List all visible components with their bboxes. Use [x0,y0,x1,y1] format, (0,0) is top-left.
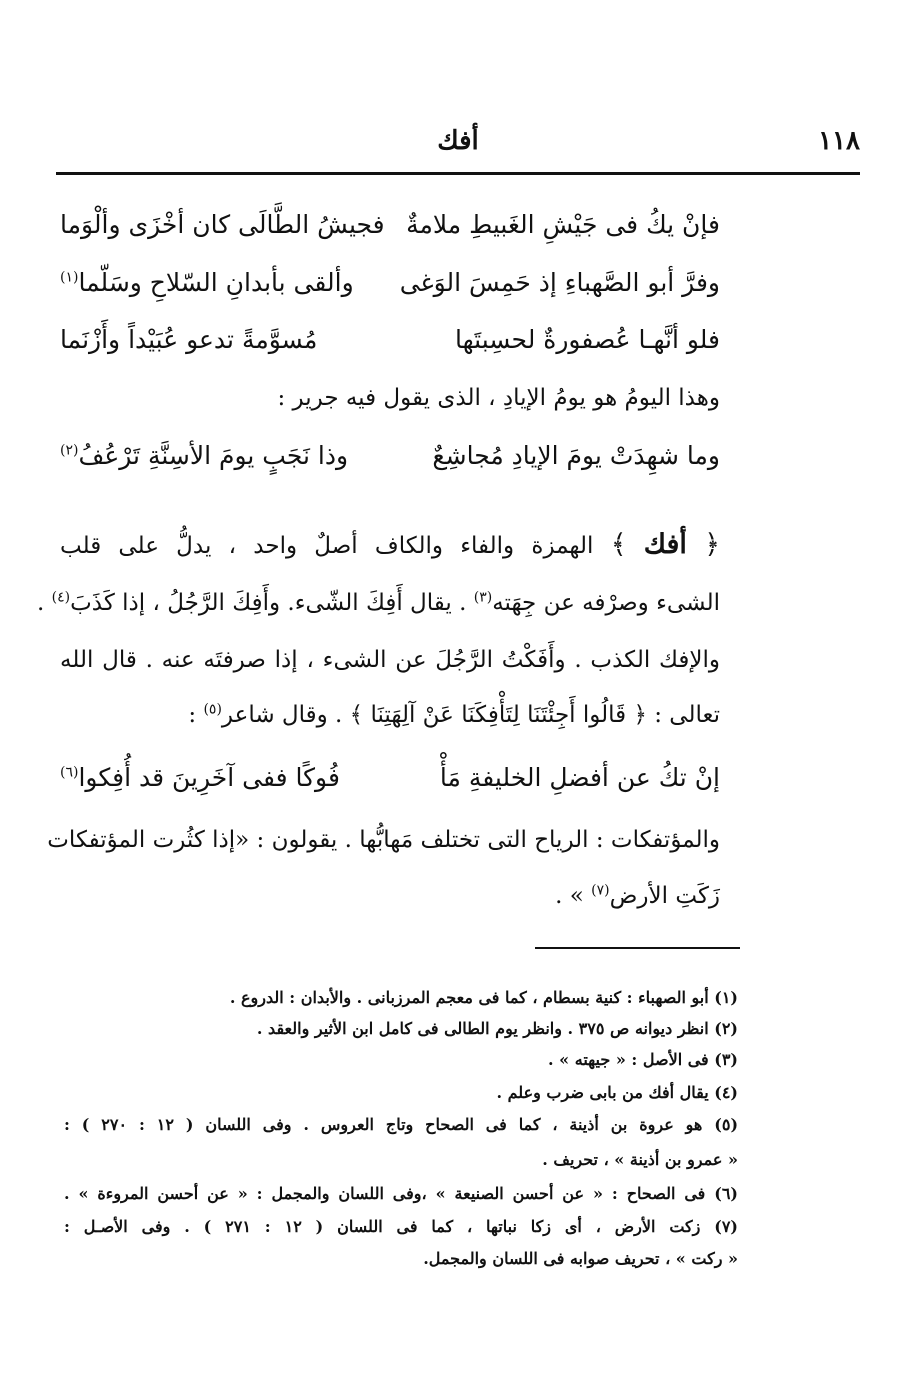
footnote: (٢) انظر ديوانه ص ٣٧٥ . وانظر يوم الطالى فى كامل ابن الأثير والعقد . [256,1019,738,1038]
verse-text: وذا نَجَبٍ يومَ الأسِنَّةِ تَرْعُفُ [78,441,349,470]
verse-hemistich-right: وما شهِدَتْ يومَ الإيادِ مُجاشِعٌ [432,441,720,470]
verse-line-poet [60,758,720,798]
entry-text: تعالى : ﴿ قَالُوا أَجِئْتَنَا لِتَأْفِكَنَا عَنْ آلِهَتِنَا ﴾ . وقال شاعر [221,702,720,728]
footnote-marker: (١) [60,269,79,286]
entry-text: . يقال أَفِكَ الشّىء. وأَفِكَ الرَّجُلُ ، إذا كَذَبَ [70,590,467,616]
entry-text: الشىء وصرْفه عن جِهَته [492,590,720,616]
footnote: « ركت » ، تحريف صوابه فى اللسان والمجمل. [423,1249,738,1268]
verse-hemistich-left: فجيشُ الطَّالَى كان أخْزَى وألْوَما [60,210,385,239]
verse-hemistich-left [60,436,348,476]
verse-line [60,320,720,360]
entry-text: . [37,590,45,616]
verse-hemistich-right: فإنْ يكُ فى جَيْشِ الغَبيطِ ملامةٌ [406,210,720,239]
verse-hemistich-right: وفرَّ أبو الصَّهباءِ إذ حَمِسَ الوَغى [399,268,720,297]
entry-line-1 [60,525,720,566]
footnote-marker: (٣) [473,589,493,606]
mutafikat-line-2 [60,876,720,916]
verse-hemistich-left: مُسوَّمةً تدعو عُبَيْداً وأَزْنَما [60,325,318,354]
entry-headword: أفك [643,529,687,560]
footnote-marker: (٤) [51,589,71,606]
entry-bracket-close: ﴾ [610,529,627,560]
intro-line: وهذا اليومُ هو يومُ الإيادِ ، الذى يقول فيه جرير : [277,385,720,411]
mutafikat-line-1: والمؤتفكات : الرياح التى تختلف مَهابُّها . يقولون : «إذا كثُرت المؤتفكات [47,827,720,853]
page-header [56,118,860,170]
footnote-marker: (٦) [60,764,79,781]
entry-text: : [188,702,197,728]
footnote: (٦) فى الصحاح : « عن أحسن الصنيعة » ،وفى اللسان والمجمل : « عن أحسن المروءة » . [64,1184,738,1203]
entry-text: » . [555,883,584,909]
verse-hemistich-left [60,758,340,798]
footnote-marker: (٧) [591,882,610,899]
footnote: (٣) فى الأصل : « جيهته » . [548,1050,738,1069]
entry-line-2 [37,583,720,623]
verse-hemistich-right: إنْ تكُ عن أفضلِ الخليفةِ مَأْ [439,763,720,792]
entry-line-4 [60,695,720,735]
entry-text: الهمزة والفاء والكاف أصلٌ واحد ، يدلُّ على قلب [60,533,594,559]
footnote: (١) أبو الصهباء : كنية بسطام ، كما فى معجم المرزبانى . والأبدان : الدروع . [229,988,738,1007]
page-number: ١١٨ [818,126,860,156]
footnote-marker: (٢) [60,442,79,459]
footnote: « عمرو بن أذينة » ، تحريف . [542,1150,738,1169]
verse-line-jarir [60,436,720,476]
verse-text: وألقى بأبدانِ السّلاحِ وسَلّما [78,268,354,297]
verse-line [60,263,720,303]
running-title: أفك [437,126,479,156]
footnote-rule [535,947,740,949]
verse-line [60,205,720,245]
entry-text: زَكَتِ الأرض [609,883,720,909]
verse-text: فُوكًا ففى آخَرِينَ قد أُفِكوا [78,763,340,792]
footnote-marker: (٥) [203,701,222,718]
verse-hemistich-right: فلو أنَّهـا عُصفورةٌ لحسِبتَها [455,325,720,354]
footnote: (٧) زكت الأرض ، أى زكا نباتها ، كما فى اللسان ( ١٢ : ٢٧١ ) . وفى الأصـل : [64,1217,738,1236]
verse-hemistich-left [60,263,354,303]
footnote: (٤) يقال أفك من بابى ضرب وعلم . [496,1083,738,1102]
header-rule [56,172,860,175]
footnote: (٥) هو عروة بن أذينة ، كما فى الصحاح وتاج العروس . وفى اللسان ( ١٢ : ٢٧٠ ) : [64,1115,739,1134]
entry-bracket-open: ﴿ [704,529,721,560]
entry-line-3: والإفك الكذب . وأَفَكْتُ الرَّجُلَ عن الشىء ، إذا صرفتَه عنه . قال الله [60,647,720,673]
